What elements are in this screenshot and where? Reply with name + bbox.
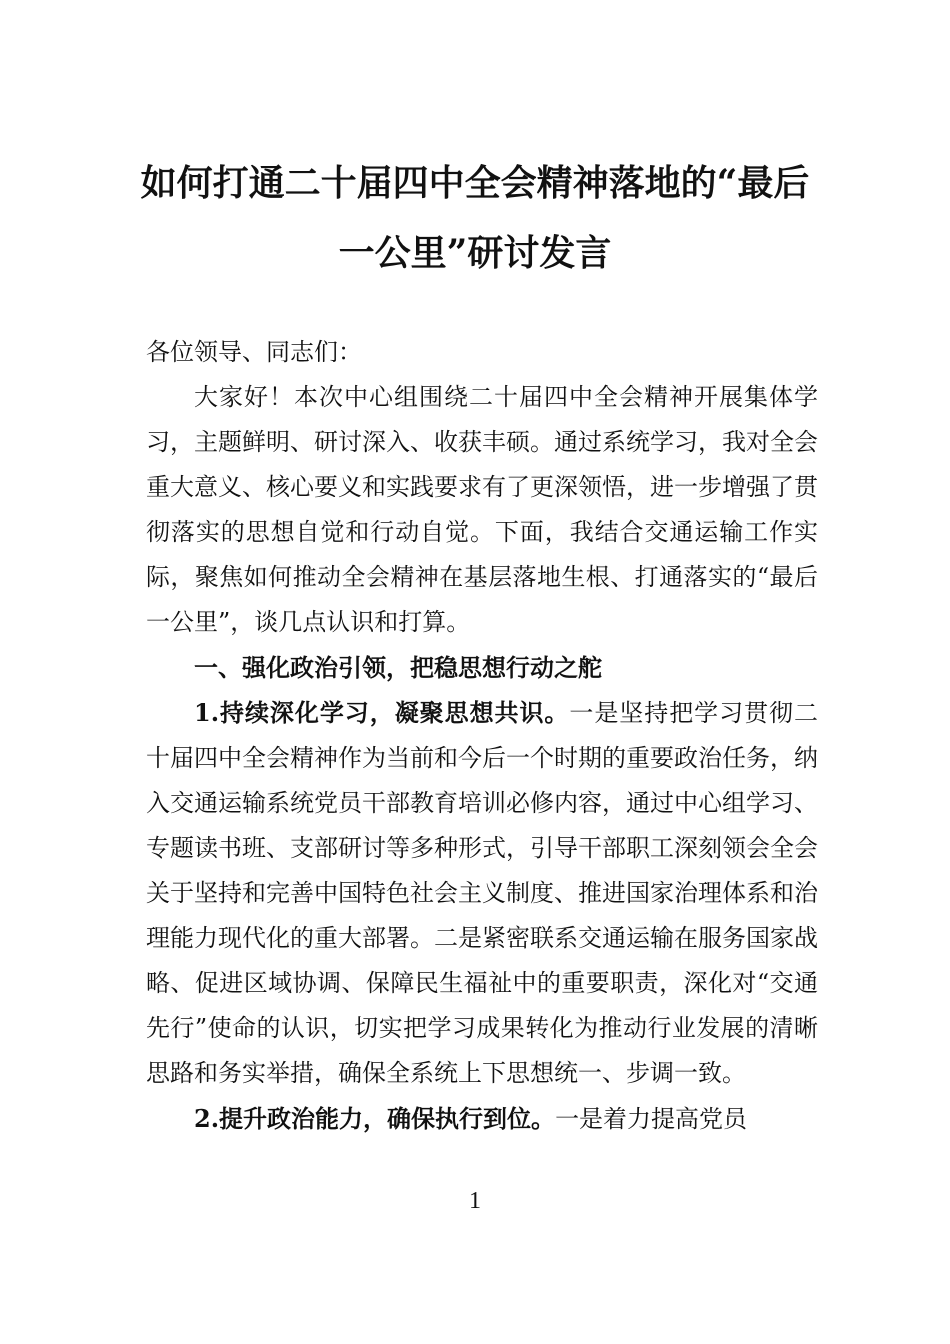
- intro-paragraph: 大家好！本次中心组围绕二十届四中全会精神开展集体学习，主题鲜明、研讨深入、收获丰硕。通过系统学习，我对全会重大意义、核心要义和实践要求有了更深领悟，进一步增强了贯彻落实的思想自觉和行动自觉。下面，我结合交通运输工作实际，聚焦如何推动全会精神在基层落地生根、打通落实的“最后一公里”，谈几点认识和打算。: [146, 383, 818, 636]
- item-2-lead: 2.提升政治能力，确保执行到位。: [194, 1104, 556, 1133]
- document-title: 如何打通二十届四中全会精神落地的“最后一公里”研讨发言: [140, 162, 810, 274]
- item-2-body: 一是着力提高党员: [555, 1105, 748, 1133]
- page-number: 1: [469, 1188, 481, 1214]
- item-1-lead: 1.持续深化学习，凝聚思想共识。: [194, 698, 570, 727]
- item-1-paragraph: [146, 690, 818, 1096]
- item-2-paragraph: [146, 1096, 818, 1142]
- item-1-body: 一是坚持把学习贯彻二十届四中全会精神作为当前和今后一个时期的重要政治任务，纳入交通运输系统党员干部教育培训必修内容，通过中心组学习、专题读书班、支部研讨等多种形式，引导干部职工深刻领会全会关于坚持和完善中国特色社会主义制度、推进国家治理体系和治理能力现代化的重大部署。二是紧密联系交通运输在服务国家战略、促进区域协调、保障民生福祉中的重要职责，深化对“交通先行”使命的认识，切实把学习成果转化为推动行业发展的清晰思路和务实举措，确保全系统上下思想统一、步调一致。: [146, 699, 818, 1087]
- salutation: 各位领导、同志们：: [146, 338, 362, 366]
- section-heading-1: 一、强化政治引领，把稳思想行动之舵: [194, 653, 602, 682]
- document-body: [146, 330, 818, 1142]
